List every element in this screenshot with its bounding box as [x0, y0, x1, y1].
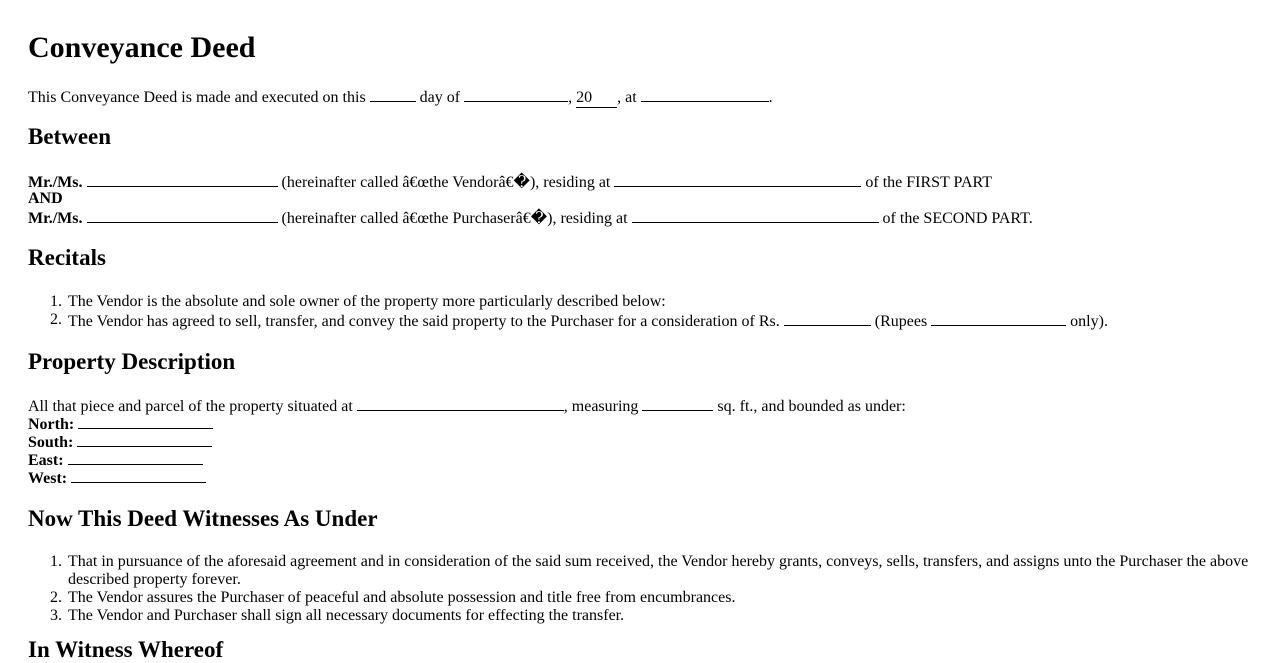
party2-line [28, 208, 1033, 228]
list-text: only). [1070, 313, 1108, 330]
place-blank[interactable] [641, 87, 769, 102]
intro-text: day of [419, 89, 461, 106]
property-line [28, 396, 906, 416]
list-text: The Vendor and Purchaser shall sign all necessary documents for effecting the transfer. [68, 607, 625, 624]
and-line [28, 190, 63, 208]
in-witness-heading: In Witness Whereof [28, 637, 224, 662]
list-item [28, 293, 1250, 311]
recitals-heading: Recitals [28, 245, 106, 270]
boundary-label: North: [28, 416, 75, 433]
east-blank[interactable] [68, 450, 203, 465]
vendor-address-blank[interactable] [614, 172, 861, 187]
year-prefix: 20 [576, 89, 593, 106]
amount-words-blank[interactable] [931, 311, 1066, 326]
witnesses-heading: Now This Deed Witnesses As Under [28, 506, 378, 531]
boundary-label: West: [28, 470, 68, 487]
intro-text: . [768, 89, 773, 106]
west-blank[interactable] [71, 468, 206, 483]
recitals-list [28, 293, 1250, 331]
list-item [28, 553, 1250, 589]
page-title: Conveyance Deed [28, 31, 256, 64]
amount-blank[interactable] [784, 311, 871, 326]
area-blank[interactable] [642, 396, 713, 411]
intro-text: , [568, 89, 573, 106]
party-text: of the FIRST PART [865, 174, 992, 191]
list-text: The Vendor has agreed to sell, transfer, and convey the said property to the Purchaser for a consideration of Rs. [68, 313, 780, 330]
party-text: (hereinafter called â€œthe Vendorâ€�), residing at [281, 174, 611, 191]
list-number: 3. [50, 607, 62, 624]
between-heading: Between [28, 124, 112, 149]
boundary-label: East: [28, 452, 64, 469]
list-text: That in pursuance of the aforesaid agreement and in consideration of the said sum received, the Vendor hereby grants, conveys, sells, transfers, and assigns unto the Purchaser the above described property forever. [68, 553, 1249, 588]
vendor-name-blank[interactable] [87, 172, 278, 187]
and-label: AND [28, 190, 63, 207]
party1-line [28, 172, 992, 192]
west-line [28, 468, 206, 488]
boundary-label: South: [28, 434, 74, 451]
intro-text: , at [617, 89, 637, 106]
list-item [28, 607, 1250, 625]
intro-paragraph [28, 87, 773, 108]
party-label: Mr./Ms. [28, 210, 83, 227]
year-blank[interactable] [576, 89, 617, 108]
property-location-blank[interactable] [357, 396, 564, 411]
property-heading: Property Description [28, 349, 236, 374]
list-number: 2. [50, 311, 62, 328]
south-line [28, 432, 212, 452]
purchaser-name-blank[interactable] [87, 208, 278, 223]
date-day-blank[interactable] [370, 87, 416, 102]
east-line [28, 450, 203, 470]
north-blank[interactable] [78, 414, 213, 429]
party-text: (hereinafter called â€œthe Purchaserâ€�), residing at [281, 210, 628, 227]
list-number: 2. [50, 589, 62, 606]
property-text: sq. ft., and bounded as under: [717, 398, 906, 415]
party-text: of the SECOND PART. [882, 210, 1033, 227]
witnesses-list [28, 553, 1250, 625]
list-number: 1. [50, 293, 62, 310]
party-label: Mr./Ms. [28, 174, 83, 191]
purchaser-address-blank[interactable] [632, 208, 879, 223]
intro-text: This Conveyance Deed is made and executed on this [28, 89, 366, 106]
list-text: The Vendor is the absolute and sole owner of the property more particularly described below: [68, 293, 666, 310]
list-text: (Rupees [874, 313, 928, 330]
list-text: The Vendor assures the Purchaser of peaceful and absolute possession and title free from encumbrances. [68, 589, 736, 606]
north-line [28, 414, 213, 434]
date-month-blank[interactable] [464, 87, 568, 102]
list-item [28, 311, 1250, 331]
list-number: 1. [50, 553, 62, 570]
property-text: All that piece and parcel of the property situated at [28, 398, 353, 415]
south-blank[interactable] [77, 432, 212, 447]
list-item [28, 589, 1250, 607]
property-text: , measuring [563, 398, 639, 415]
